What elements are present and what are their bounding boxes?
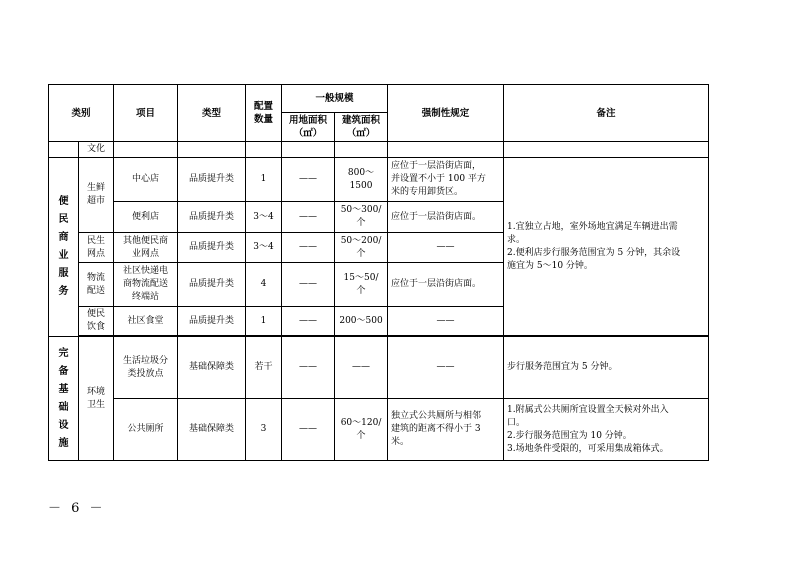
- item-cell: 生活垃圾分 类投放点: [114, 337, 178, 399]
- qty-cell: 3～4: [246, 202, 282, 233]
- item-cell: 中心店: [114, 158, 178, 202]
- empty-cell: [282, 142, 335, 158]
- building-area-cell: ——: [335, 337, 388, 399]
- empty-cell: [246, 142, 282, 158]
- qty-cell: 1: [246, 307, 282, 336]
- mandatory-cell: 应位于一层沿街店面。: [388, 263, 504, 307]
- table-row: [49, 158, 709, 202]
- qty-cell: 4: [246, 263, 282, 307]
- building-area-cell: 50～200/ 个: [335, 233, 388, 263]
- sub-category-culture: 文化: [79, 142, 114, 158]
- category-commerce: 便民商业服务: [49, 158, 79, 337]
- header-category: 类别: [49, 85, 114, 142]
- qty-cell: 3～4: [246, 233, 282, 263]
- header-land-area: 用地面积 （㎡）: [282, 113, 335, 142]
- building-area-cell: 800～ 1500: [335, 158, 388, 202]
- type-cell: 品质提升类: [178, 233, 246, 263]
- sub-category: 物流 配送: [79, 263, 114, 307]
- item-cell: 社区快递电 商物流配送 终端站: [114, 263, 178, 307]
- remarks-commerce: 1.宜独立占地，室外场地宜满足车辆进出需 求。 2.便利店步行服务范围宜为 5 分钟，其余设 施宜为 5～10 分钟。: [504, 158, 709, 336]
- type-cell: 品质提升类: [178, 263, 246, 307]
- page-number: － 6 －: [48, 501, 106, 516]
- table-row-culture: [49, 142, 709, 158]
- building-area-cell: 50～300/ 个: [335, 202, 388, 233]
- empty-cell: [388, 142, 504, 158]
- empty-cell: [114, 142, 178, 158]
- land-area-cell: ——: [282, 202, 335, 233]
- category-infrastructure: 完备基础设施: [49, 337, 79, 461]
- item-cell: 其他便民商 业网点: [114, 233, 178, 263]
- type-cell: 基础保障类: [178, 337, 246, 399]
- mandatory-cell: 应位于一层沿街店面。: [388, 202, 504, 233]
- header-item: 项目: [114, 85, 178, 142]
- building-area-cell: 200～500: [335, 307, 388, 336]
- land-area-cell: ——: [282, 399, 335, 461]
- type-cell: 基础保障类: [178, 399, 246, 461]
- header-general-scale: 一般规模: [282, 85, 388, 113]
- mandatory-cell: 应位于一层沿街店面， 并设置不小于 100 平方 米的专用卸货区。: [388, 158, 504, 202]
- empty-cell: [178, 142, 246, 158]
- sub-category: 环境 卫生: [79, 337, 114, 461]
- sub-category: 民生 网点: [79, 233, 114, 263]
- qty-cell: 3: [246, 399, 282, 461]
- building-area-cell: 15～50/ 个: [335, 263, 388, 307]
- remarks-cell: 1.附属式公共厕所宜设置全天候对外出入 口。 2.步行服务范围宜为 10 分钟。 3.场地条件受限的，可采用集成箱体式。: [504, 399, 709, 461]
- header-config-qty: 配置 数量: [246, 85, 282, 142]
- mandatory-cell: ——: [388, 233, 504, 263]
- sub-category: 便民 饮食: [79, 307, 114, 336]
- building-area-cell: 60～120/ 个: [335, 399, 388, 461]
- mandatory-cell: ——: [388, 307, 504, 336]
- header-type: 类型: [178, 85, 246, 142]
- item-cell: 公共厕所: [114, 399, 178, 461]
- table-row: [49, 337, 709, 399]
- remarks-cell: 步行服务范围宜为 5 分钟。: [504, 337, 709, 399]
- empty-cell: [504, 142, 709, 158]
- land-area-cell: ——: [282, 337, 335, 399]
- sub-category: 生鲜 超市: [79, 158, 114, 233]
- empty-cell: [49, 142, 79, 158]
- land-area-cell: ——: [282, 158, 335, 202]
- qty-cell: 1: [246, 158, 282, 202]
- land-area-cell: ——: [282, 233, 335, 263]
- item-cell: 便利店: [114, 202, 178, 233]
- mandatory-cell: ——: [388, 337, 504, 399]
- mandatory-cell: 独立式公共厕所与相邻 建筑的距离不得小于 3 米。: [388, 399, 504, 461]
- type-cell: 品质提升类: [178, 307, 246, 336]
- header-remarks: 备注: [504, 85, 709, 142]
- header-mandatory: 强制性规定: [388, 85, 504, 142]
- land-area-cell: ——: [282, 263, 335, 307]
- header-building-area: 建筑面积 （㎡）: [335, 113, 388, 142]
- qty-cell: 若干: [246, 337, 282, 399]
- item-cell: 社区食堂: [114, 307, 178, 336]
- header-row-1: [49, 85, 709, 113]
- facility-config-table: [48, 84, 709, 461]
- table-row: [49, 399, 709, 461]
- land-area-cell: ——: [282, 307, 335, 336]
- type-cell: 品质提升类: [178, 202, 246, 233]
- type-cell: 品质提升类: [178, 158, 246, 202]
- empty-cell: [335, 142, 388, 158]
